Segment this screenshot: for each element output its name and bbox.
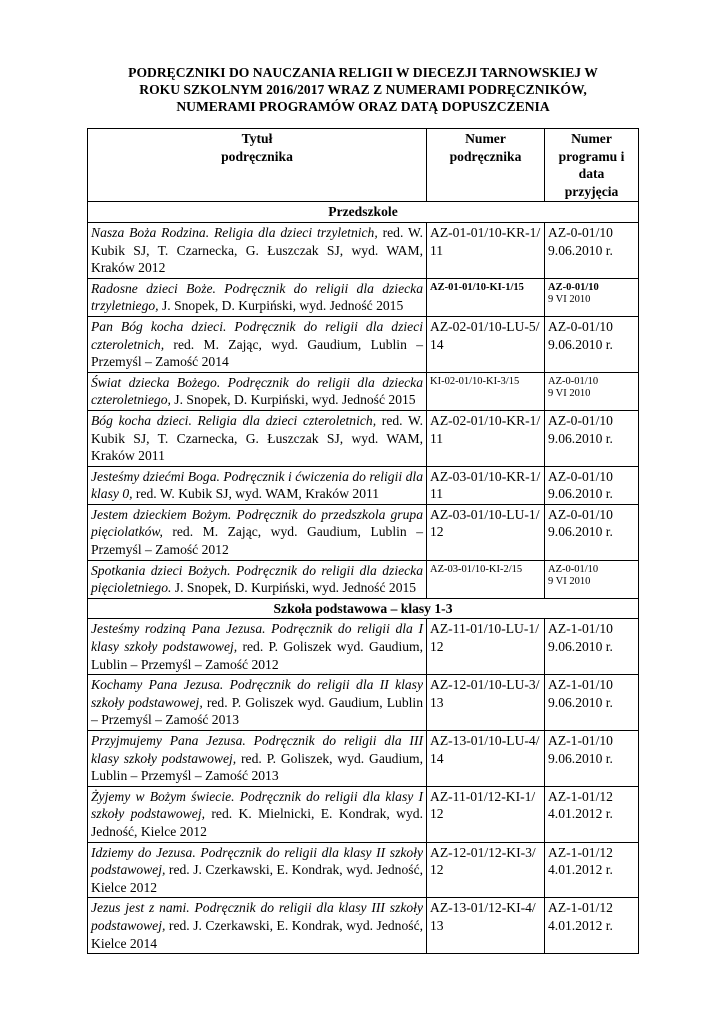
- table-row: [88, 619, 639, 675]
- book-details: J. Snopek, D. Kurpiński, wyd. Jedność 2015: [158, 298, 404, 314]
- program-number: AZ-0-01/10: [548, 412, 613, 428]
- table-row: [88, 278, 639, 316]
- book-title: Żyjemy w Bożym świecie. Podręcznik do religii dla klasy I szkoły podstawowej,: [91, 788, 423, 822]
- book-title-cell: [88, 410, 427, 466]
- program-cell: [545, 842, 639, 898]
- book-title-cell: [88, 898, 427, 954]
- section-row: [88, 598, 639, 619]
- title-line: PODRĘCZNIKI DO NAUCZANIA RELIGII W DIECEZJI TARNOWSKIEJ W: [128, 65, 598, 80]
- program-cell: [545, 675, 639, 731]
- acceptance-date: 9.06.2010 r.: [548, 639, 613, 655]
- book-title: Jestem dzieckiem Bożym. Podręcznik do przedszkola grupa pięciolatków,: [91, 506, 423, 540]
- program-cell: [545, 619, 639, 675]
- table-row: [88, 504, 639, 560]
- acceptance-date: 9 VI 2010: [548, 575, 591, 587]
- book-title: Przyjmujemy Pana Jezusa. Podręcznik do religii dla III klasy szkoły podstawowej,: [91, 733, 423, 766]
- book-details: red. P. Goliszek wyd. Gaudium, Lublin – Przemyśl – Zamość 2013: [91, 694, 423, 728]
- program-number: AZ-0-01/10: [548, 375, 599, 387]
- title-line: ROKU SZKOLNYM 2016/2017 WRAZ Z NUMERAMI PODRĘCZNIKÓW,: [139, 82, 587, 97]
- program-cell: [545, 504, 639, 560]
- textbook-number: AZ-12-01/12-KI-3/12: [427, 842, 545, 898]
- program-cell: [545, 278, 639, 316]
- book-title-cell: [88, 842, 427, 898]
- acceptance-date: 9.06.2010 r.: [548, 430, 613, 446]
- section-row: [88, 202, 639, 223]
- book-title: Pan Bóg kocha dzieci. Podręcznik do religii dla dzieci czteroletnich,: [91, 318, 423, 352]
- book-details: red. W. Kubik SJ, T. Czarnecka, G. Łuszczak SJ, wyd. WAM, Kraków 2012: [91, 224, 423, 276]
- program-number: AZ-0-01/10: [548, 468, 613, 484]
- book-title: Jezus jest z nami. Podręcznik do religii dla klasy III szkoły podstawowej,: [91, 900, 423, 933]
- textbook-number: AZ-13-01/12-KI-4/13: [427, 898, 545, 954]
- textbook-number: KI-02-01/10-KI-3/15: [427, 372, 545, 410]
- book-title-cell: [88, 786, 427, 842]
- section-heading: Przedszkole: [88, 202, 639, 223]
- program-cell: [545, 786, 639, 842]
- book-title-cell: [88, 619, 427, 675]
- textbook-number: AZ-01-01/10-KR-1/11: [427, 222, 545, 278]
- program-cell: [545, 898, 639, 954]
- book-title: Kochamy Pana Jezusa. Podręcznik do religii dla II klasy szkoły podstawowej,: [91, 677, 423, 710]
- acceptance-date: 9 VI 2010: [548, 293, 591, 305]
- book-details: red. P. Goliszek, wyd. Gaudium, Lublin – Przemyśl – Zamość 2013: [91, 750, 424, 784]
- textbooks-table: [87, 128, 639, 954]
- book-title: Jesteśmy rodziną Pana Jezusa. Podręcznik do religii dla I klasy szkoły podstawowej,: [91, 621, 423, 655]
- title-line: NUMERAMI PROGRAMÓW ORAZ DATĄ DOPUSZCZENIA: [176, 99, 550, 114]
- column-header-number: Numer podręcznika: [427, 129, 545, 202]
- table-row: [88, 786, 639, 842]
- textbook-number: AZ-03-01/10-LU-1/12: [427, 504, 545, 560]
- program-number: AZ-0-01/10: [548, 506, 613, 522]
- section-heading: Szkoła podstawowa – klasy 1-3: [88, 598, 639, 619]
- book-title: Świat dziecka Bożego. Podręcznik do religii dla dziecka czteroletniego,: [91, 374, 423, 408]
- book-title-cell: [88, 560, 427, 598]
- book-details: red. P. Goliszek wyd. Gaudium, Lublin – Przemyśl – Zamość 2012: [91, 639, 423, 672]
- textbook-number: AZ-13-01/10-LU-4/14: [427, 731, 545, 787]
- book-title-cell: [88, 731, 427, 787]
- textbook-number: AZ-02-01/10-KR-1/11: [427, 410, 545, 466]
- program-number: AZ-0-01/10: [548, 224, 613, 240]
- acceptance-date: 9.06.2010 r.: [548, 242, 613, 258]
- column-header-program: Numer programu i data przyjęcia: [545, 129, 639, 202]
- table-row: [88, 372, 639, 410]
- program-number: AZ-1-01/12: [548, 900, 613, 916]
- table-row: [88, 316, 639, 372]
- textbook-number: AZ-11-01/10-LU-1/12: [427, 619, 545, 675]
- acceptance-date: 4.01.2012 r.: [548, 862, 613, 878]
- book-title-cell: [88, 372, 427, 410]
- textbook-number: AZ-12-01/10-LU-3/13: [427, 675, 545, 731]
- book-title: Bóg kocha dzieci. Religia dla dzieci czteroletnich,: [91, 412, 377, 428]
- book-title-cell: [88, 316, 427, 372]
- table-row: [88, 675, 639, 731]
- program-number: AZ-1-01/10: [548, 677, 613, 693]
- program-number: AZ-0-01/10: [548, 281, 599, 293]
- acceptance-date: 9.06.2010 r.: [548, 694, 613, 710]
- book-title-cell: [88, 504, 427, 560]
- book-title: Jesteśmy dziećmi Boga. Podręcznik i ćwiczenia do religii dla klasy 0,: [91, 468, 423, 502]
- program-number: AZ-1-01/10: [548, 733, 613, 748]
- book-title: Radosne dzieci Boże. Podręcznik do religii dla dziecka trzyletniego,: [91, 280, 423, 314]
- table-row: [88, 560, 639, 598]
- program-cell: [545, 410, 639, 466]
- acceptance-date: 9.06.2010 r.: [548, 524, 613, 540]
- textbook-number: AZ-03-01/10-KI-2/15: [427, 560, 545, 598]
- book-title-cell: [88, 675, 427, 731]
- textbook-number: AZ-11-01/12-KI-1/12: [427, 786, 545, 842]
- book-title-cell: [88, 278, 427, 316]
- book-title-cell: [88, 222, 427, 278]
- book-details: red. W. Kubik SJ, wyd. WAM, Kraków 2011: [132, 486, 380, 502]
- book-title: Spotkania dzieci Bożych. Podręcznik do religii dla dziecka pięcioletniego.: [91, 562, 423, 596]
- table-row: [88, 898, 639, 954]
- table-row: [88, 466, 639, 504]
- program-cell: [545, 560, 639, 598]
- acceptance-date: 4.01.2012 r.: [548, 806, 613, 822]
- table-body: [88, 202, 639, 954]
- program-number: AZ-0-01/10: [548, 563, 599, 575]
- program-cell: [545, 222, 639, 278]
- book-details: red. M. Zając, wyd. Gaudium, Lublin – Przemyśl – Zamość 2014: [91, 336, 423, 370]
- textbook-number: AZ-01-01/10-KI-1/15: [427, 278, 545, 316]
- acceptance-date: 9 VI 2010: [548, 387, 591, 399]
- program-number: AZ-0-01/10: [548, 318, 613, 334]
- book-details: red. M. Zając, wyd. Gaudium, Lublin – Przemyśl – Zamość 2012: [91, 524, 423, 558]
- book-details: red. J. Czerkawski, E. Kondrak, wyd. Jedność, Kielce 2014: [91, 917, 423, 951]
- document-title: [88, 64, 638, 115]
- column-header-title: Tytuł podręcznika: [88, 129, 427, 202]
- program-number: AZ-1-01/12: [548, 788, 613, 804]
- book-details: red. W. Kubik SJ, T. Czarnecka, G. Łuszczak SJ, wyd. WAM, Kraków 2011: [91, 412, 423, 464]
- program-number: AZ-1-01/10: [548, 621, 613, 637]
- acceptance-date: 9.06.2010 r.: [548, 486, 613, 502]
- program-cell: [545, 731, 639, 787]
- table-row: [88, 731, 639, 787]
- program-number: AZ-1-01/12: [548, 844, 613, 860]
- acceptance-date: 4.01.2012 r.: [548, 917, 613, 933]
- textbook-number: AZ-02-01/10-LU-5/14: [427, 316, 545, 372]
- book-details: red. K. Mielnicki, E. Kondrak, wyd. Jedność, Kielce 2012: [91, 806, 423, 839]
- program-cell: [545, 316, 639, 372]
- table-row: [88, 842, 639, 898]
- program-cell: [545, 372, 639, 410]
- acceptance-date: 9.06.2010 r.: [548, 336, 613, 352]
- textbook-number: AZ-03-01/10-KR-1/11: [427, 466, 545, 504]
- table-row: [88, 410, 639, 466]
- book-details: red. J. Czerkawski, E. Kondrak, wyd. Jedność, Kielce 2012: [91, 862, 423, 895]
- book-title-cell: [88, 466, 427, 504]
- program-cell: [545, 466, 639, 504]
- book-title: Idziemy do Jezusa. Podręcznik do religii dla klasy II szkoły podstawowej,: [91, 844, 423, 878]
- book-title: Nasza Boża Rodzina. Religia dla dzieci trzyletnich,: [91, 224, 378, 240]
- book-details: J. Snopek, D. Kurpiński, wyd. Jedność 2015: [171, 580, 417, 596]
- table-row: [88, 222, 639, 278]
- acceptance-date: 9.06.2010 r.: [548, 750, 613, 766]
- book-details: J. Snopek, D. Kurpiński, wyd. Jedność 2015: [170, 392, 416, 408]
